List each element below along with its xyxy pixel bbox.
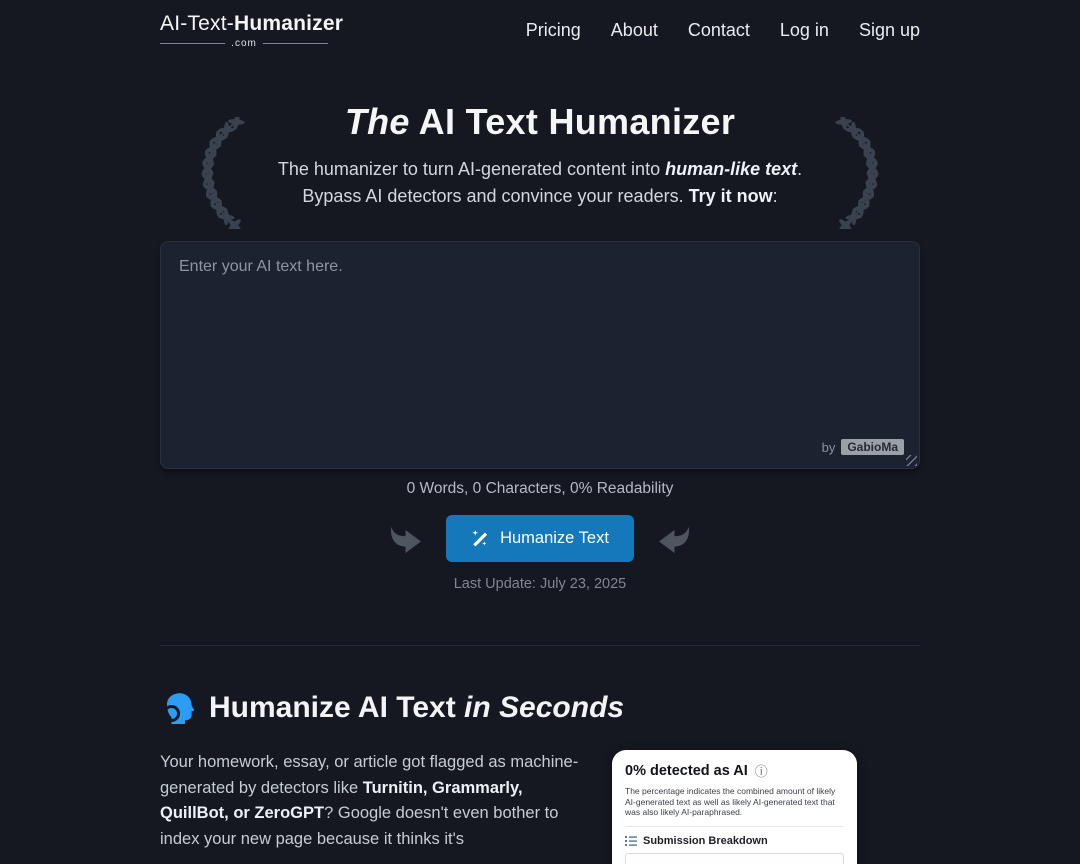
hero-section (160, 59, 920, 210)
card-divider (625, 826, 844, 827)
nav-pricing[interactable]: Pricing (525, 20, 581, 40)
laurel-left-icon (184, 117, 246, 229)
hero-subtitle-line2: Bypass AI detectors and convince your readers. Try it now: (302, 186, 778, 206)
textarea-resize-handle[interactable] (906, 455, 917, 466)
header (160, 0, 920, 59)
breakdown-progress-bar (625, 853, 844, 864)
page-title (160, 101, 920, 143)
detection-description: The percentage indicates the combined amount of likely AI-generated text as well as likely AI-generated text that was also likely AI-paraphrased. (625, 786, 836, 817)
main-nav (526, 20, 920, 41)
logo-text (160, 12, 344, 36)
nav-login[interactable]: Log in (779, 20, 829, 40)
site-logo[interactable] (160, 12, 344, 49)
curved-arrow-right-icon (385, 521, 427, 557)
ai-detection-card (612, 750, 857, 864)
laurel-right-icon (834, 117, 896, 229)
humanize-text-button[interactable] (446, 515, 634, 562)
head-side-icon (160, 690, 196, 726)
list-icon (625, 835, 637, 847)
hero-subtitle (160, 156, 920, 210)
last-update-label: Last Update: July 23, 2025 (453, 576, 627, 592)
section-heading: Humanize AI Text in Seconds (209, 691, 625, 724)
nav-about[interactable]: About (610, 20, 658, 40)
logo-part-light: AI-Text- (160, 12, 234, 35)
detection-title-row (625, 763, 844, 779)
hero-subtitle-line1: The humanizer to turn AI-generated content into human-like text. (277, 159, 803, 179)
section-paragraph: Your homework, essay, or article got flagged as machine-generated by detectors like Turnitin, Grammarly, QuillBot, or ZeroGPT? Google doesn't even bother to index your new page because it thinks it's (160, 753, 579, 849)
ai-text-input[interactable] (160, 241, 920, 469)
humanize-button-label: Humanize Text (500, 529, 609, 547)
by-label: by (821, 439, 836, 455)
page-title-italic: The (344, 101, 410, 142)
logo-part-bold: Humanizer (233, 12, 344, 35)
logo-rule-right (263, 43, 328, 44)
detection-result-title: 0% detected as AI (625, 763, 748, 779)
section-divider (160, 645, 920, 646)
curved-arrow-left-icon (653, 521, 695, 557)
page-title-rest: AI Text Humanizer (409, 101, 736, 142)
logo-tld: .com (231, 38, 257, 49)
breakdown-label: Submission Breakdown (643, 834, 768, 847)
author-badge[interactable]: GabioMa (841, 439, 904, 455)
logo-tld-row (160, 38, 328, 49)
wand-sparkles-icon (471, 529, 490, 548)
nav-contact[interactable]: Contact (687, 20, 750, 40)
editor-area (160, 241, 920, 469)
logo-rule-left (160, 43, 225, 44)
breakdown-header (625, 835, 844, 847)
nav-signup[interactable]: Sign up (858, 20, 920, 40)
byline (822, 439, 904, 455)
content-columns (160, 750, 920, 864)
section-heading-row (160, 690, 920, 726)
info-icon[interactable]: ⓘ (754, 763, 768, 779)
text-stats: 0 Words, 0 Characters, 0% Readability (406, 480, 674, 497)
action-row (160, 515, 920, 562)
